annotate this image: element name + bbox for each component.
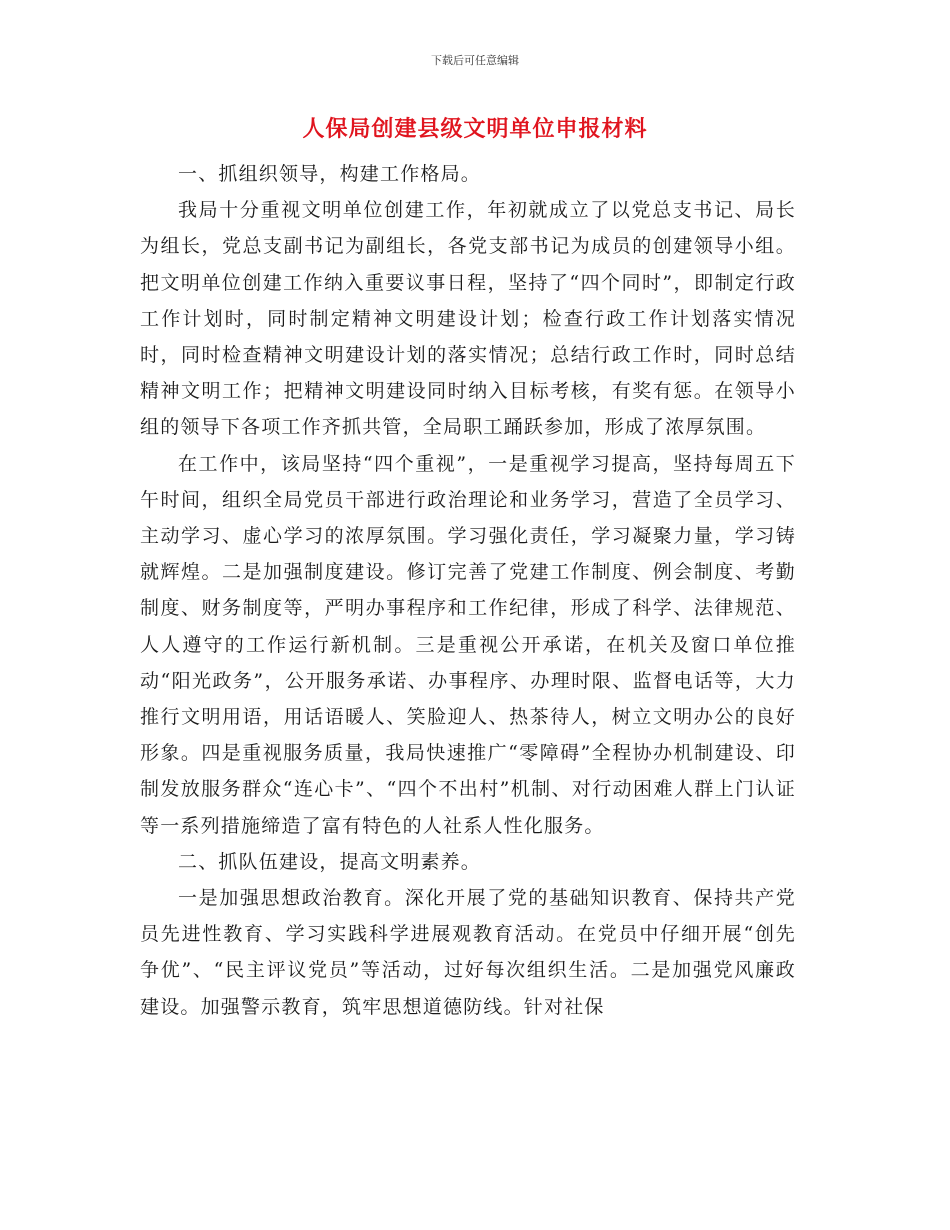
section-heading-2: 二、抓队伍建设，提高文明素养。 bbox=[178, 850, 482, 873]
paragraph: 在工作中，该局坚持“四个重视”，一是重视学习提高，坚持每周五下午时间，组织全局党员干部进行政治理论和业务学习，营造了全员学习、主动学习、虚心学习的浓厚氛围。学习强化责任，学习凝聚力量，学习铸就辉煌。二是加强制度建设。修订完善了党建工作制度、例会制度、考勤制度、财务制度等，严明办事程序和工作纪律，形成了科学、法律规范、人人遵守的工作运行新机制。三是重视公开承诺，在机关及窗口单位推动“阳光政务”，公开服务承诺、办事程序、办理时限、监督电话等，大力推行文明用语，用话语暖人、笑脸迎人、热茶待人，树立文明办公的良好形象。四是重视服务质量，我局快速推广“零障碍”全程协办机制建设、印制发放服务群众“连心卡”、“四个不出村”机制、对行动困难人群上门认证等一系列措施缔造了富有特色的人社系人性化服务。 bbox=[140, 452, 796, 837]
document-title: 人保局创建县级文明单位申报材料 bbox=[302, 117, 648, 142]
section-heading-1: 一、抓组织领导，构建工作格局。 bbox=[178, 163, 482, 185]
paragraph: 一是加强思想政治教育。深化开展了党的基础知识教育、保持共产党员先进性教育、学习实践科学进展观教育活动。在党员中仔细开展“创先争优”、“民主评议党员”等活动，过好每次组织生活。二是加强党风廉政建设。加强警示教育，筑牢思想道德防线。针对社保 bbox=[140, 887, 796, 1018]
header-note: 下载后可任意编辑 bbox=[431, 54, 519, 67]
paragraph: 我局十分重视文明单位创建工作，年初就成立了以党总支书记、局长为组长，党总支副书记为副组长，各党支部书记为成员的创建领导小组。把文明单位创建工作纳入重要议事日程，坚持了“四个同时”，即制定行政工作计划时，同时制定精神文明建设计划；检查行政工作计划落实情况时，同时检查精神文明建设计划的落实情况；总结行政工作时，同时总结精神文明工作；把精神文明建设同时纳入目标考核，有奖有惩。在领导小组的领导下各项工作齐抓共管，全局职工踊跃参加，形成了浓厚氛围。 bbox=[140, 199, 796, 439]
document-body bbox=[140, 156, 796, 1025]
